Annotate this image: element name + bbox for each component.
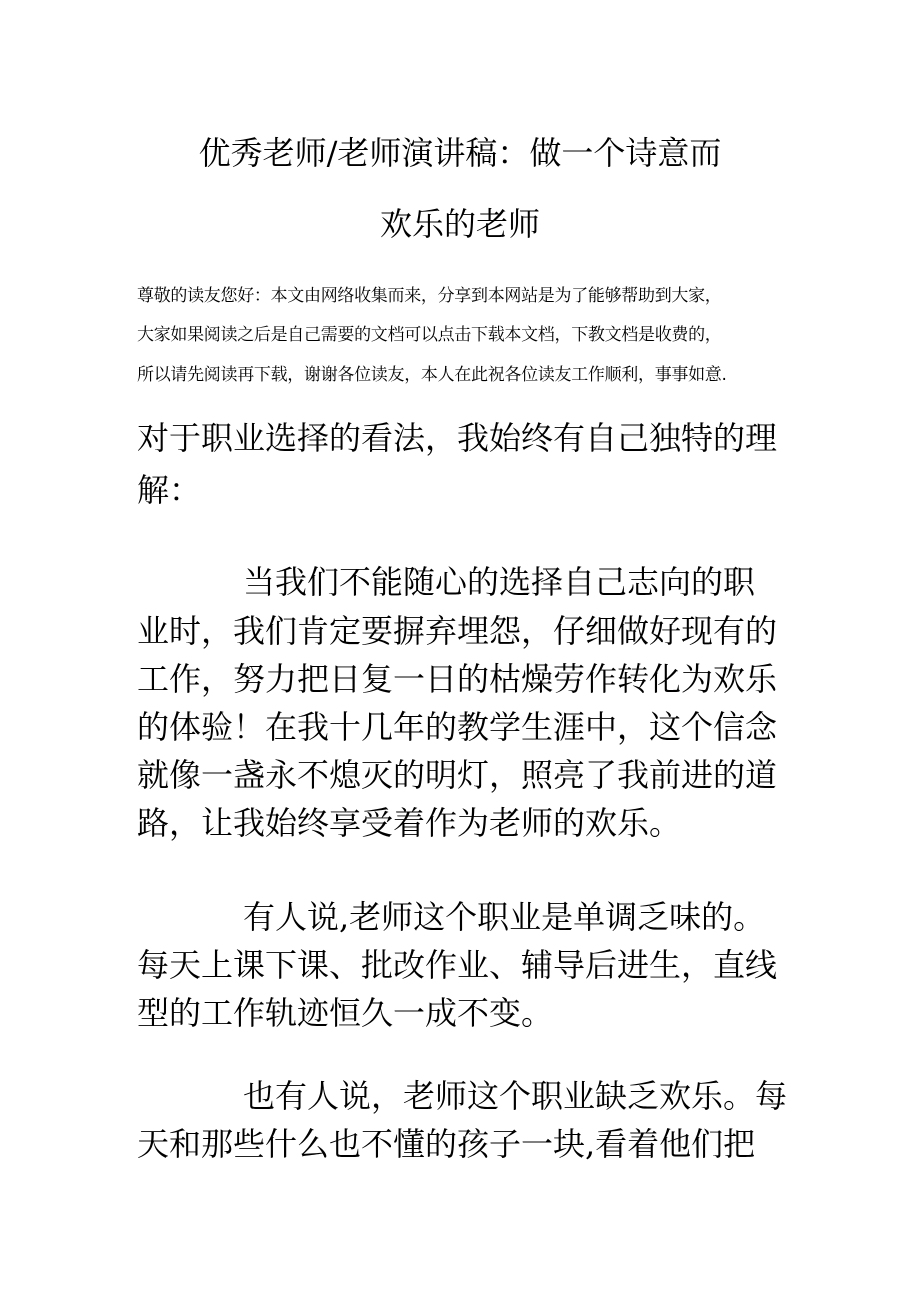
- paragraph-line: 天和那些什么也不懂的孩子一块,看着他们把: [137, 1125, 756, 1163]
- paragraph-line: 的体验！在我十几年的教学生涯中，这个信念: [137, 708, 778, 746]
- notice-line: 所以请先阅读再下载，谢谢各位读友，本人在此祝各位读友工作顺利，事事如意.: [137, 365, 727, 385]
- document-title-line-2: 欢乐的老师: [379, 205, 540, 243]
- document-title-line-1: 优秀老师/老师演讲稿：做一个诗意而: [198, 134, 722, 172]
- notice-line: 尊敬的读友您好：本文由网络收集而来，分享到本网站是为了能够帮助到大家，: [137, 286, 722, 306]
- paragraph-line: 每天上课下课、批改作业、辅导后进生，直线: [137, 946, 778, 984]
- paragraph-line: 解：: [137, 471, 202, 509]
- paragraph-line: 业时，我们肯定要摒弃埋怨，仔细做好现有的: [137, 612, 778, 650]
- paragraph-line: 型的工作轨迹恒久一成不变。: [137, 994, 554, 1032]
- paragraph-line: 工作，努力把日复一日的枯燥劳作转化为欢乐: [137, 660, 778, 698]
- paragraph-line: 路，让我始终享受着作为老师的欢乐。: [137, 804, 682, 842]
- paragraph-line: 也有人说，老师这个职业缺乏欢乐。每: [243, 1077, 788, 1115]
- paragraph-line: 对于职业选择的看法，我始终有自己独特的理: [137, 419, 778, 457]
- notice-line: 大家如果阅读之后是自己需要的文档可以点击下载本文档，下教文档是收费的，: [137, 325, 722, 345]
- paragraph-line: 有人说,老师这个职业是单调乏味的。: [243, 898, 766, 936]
- paragraph-line: 就像一盏永不熄灭的明灯，照亮了我前进的道: [137, 756, 778, 794]
- paragraph-line: 当我们不能随心的选择自己志向的职: [243, 563, 756, 601]
